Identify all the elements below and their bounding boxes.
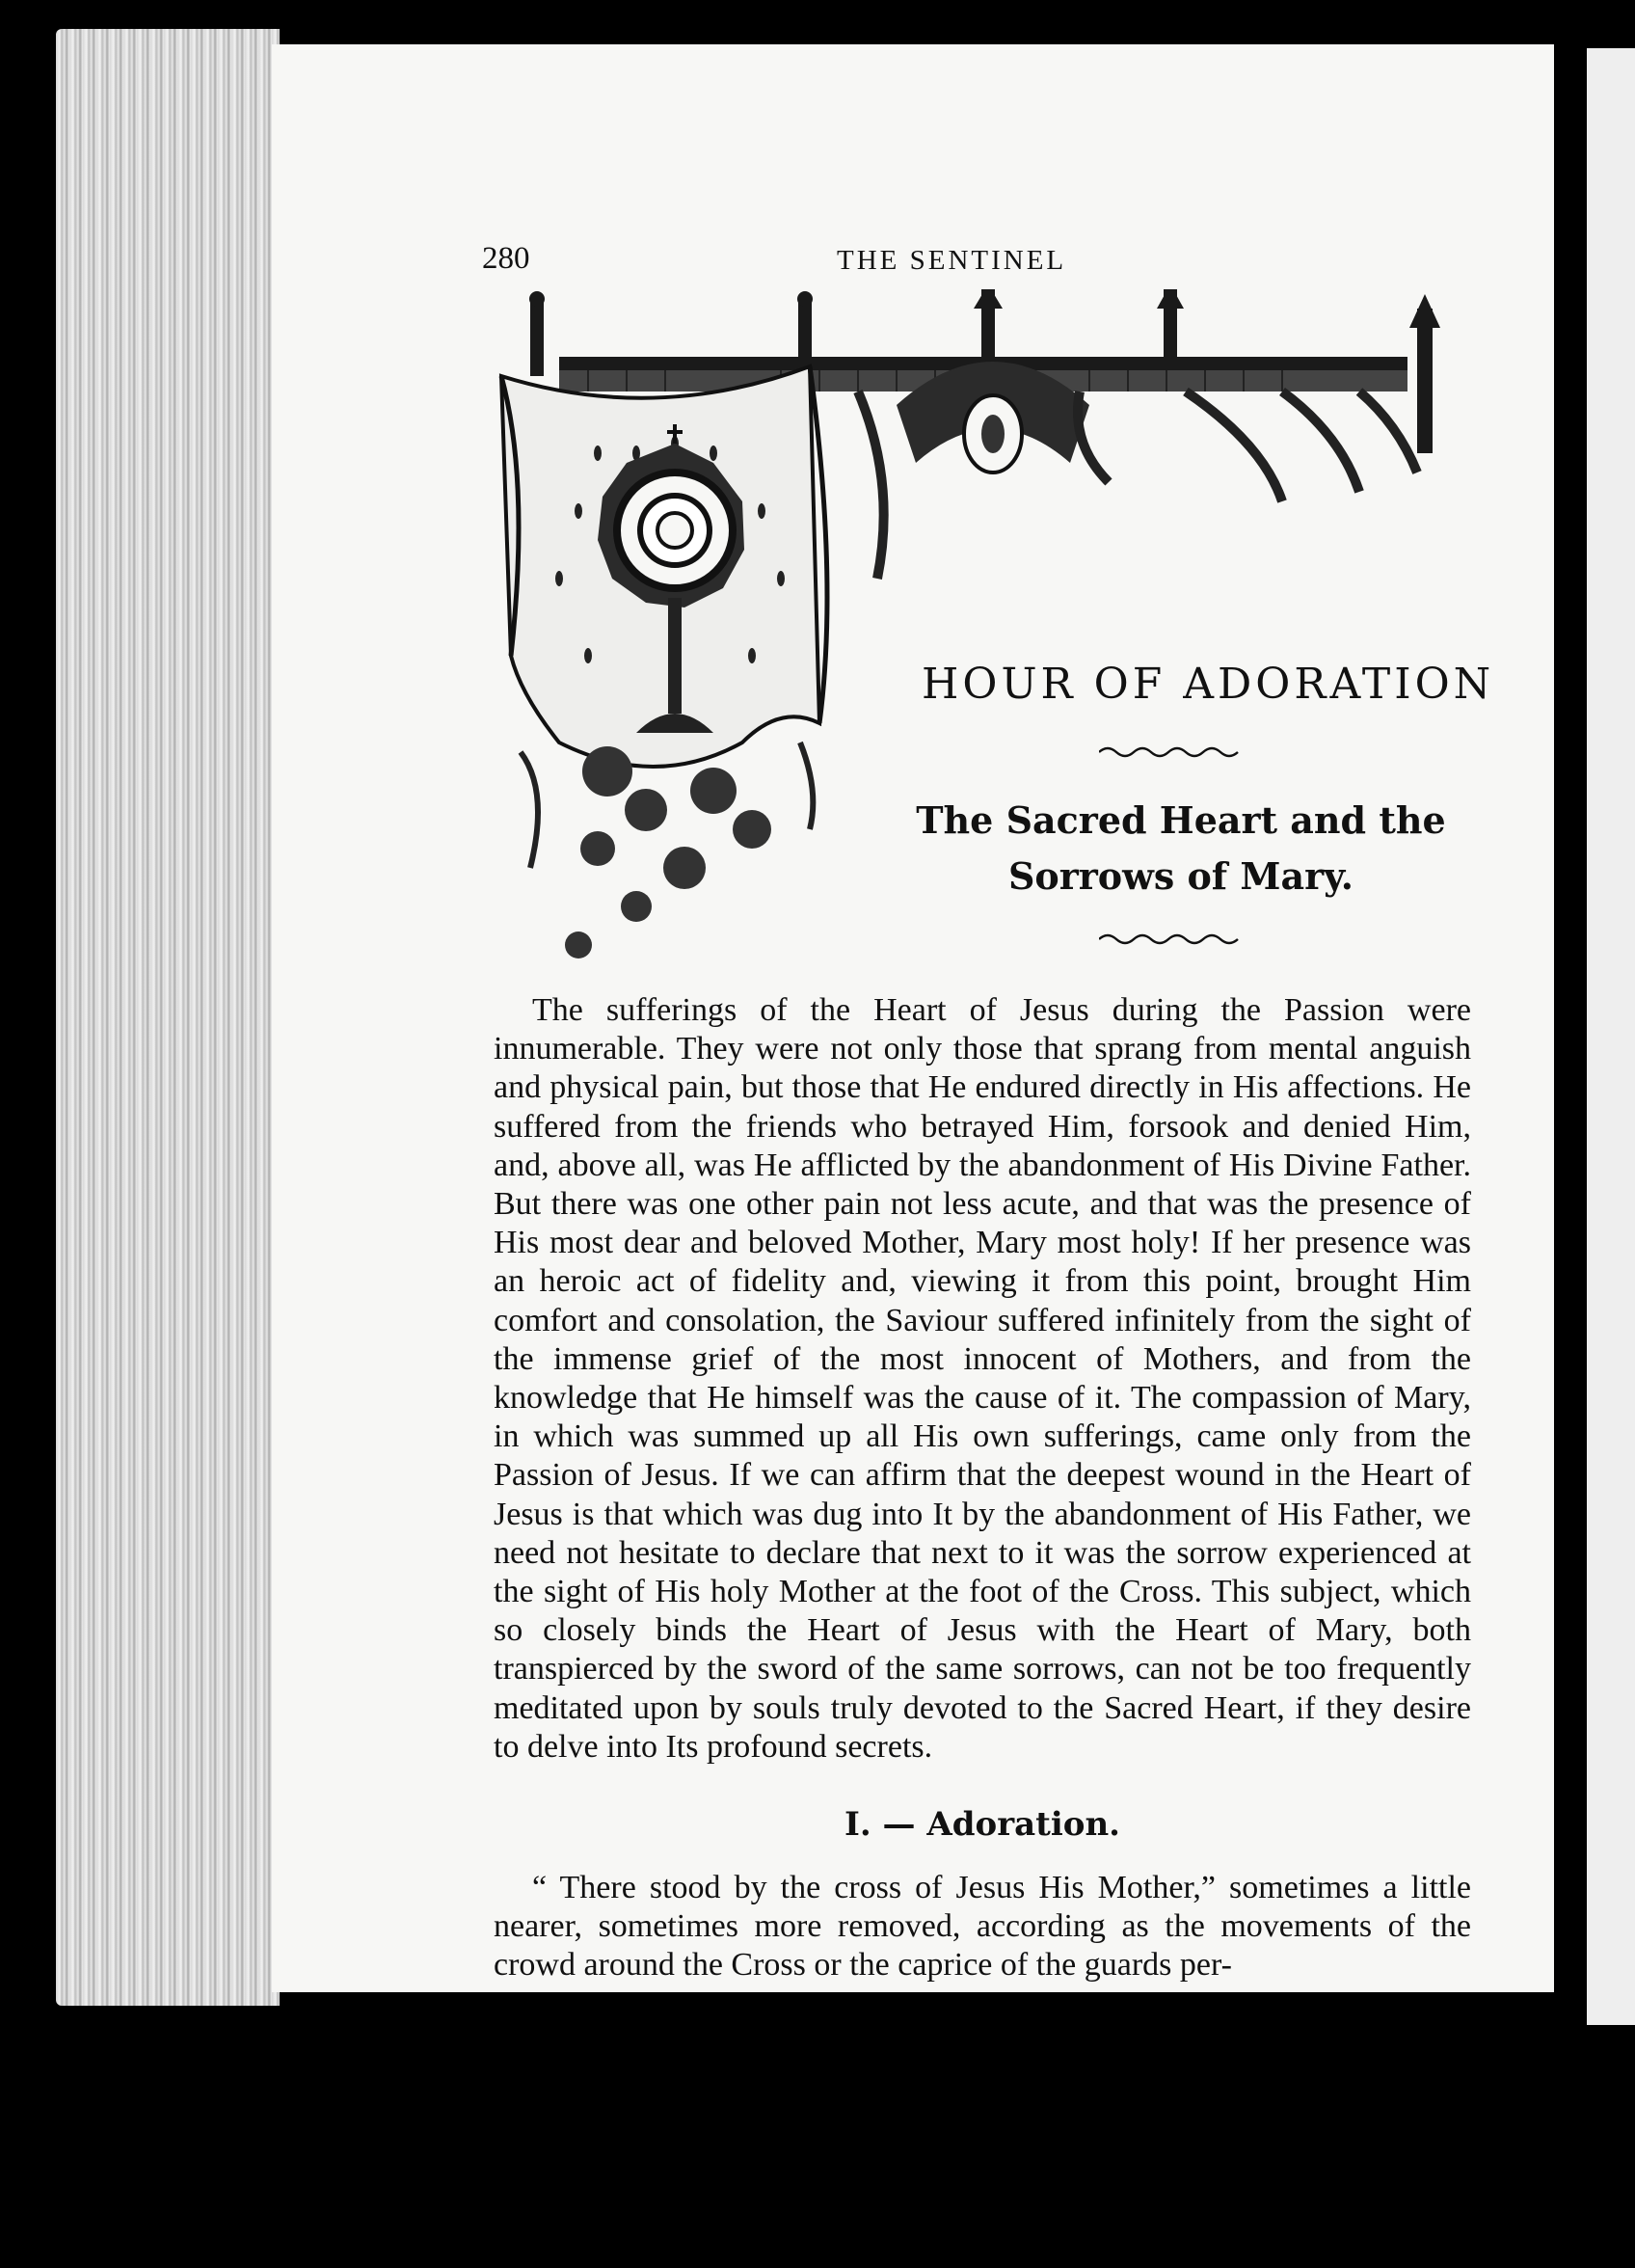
article-body: [494, 991, 1471, 1767]
paragraph: “ There stood by the cross of Jesus His Mother,” sometimes a little nearer, sometimes more removed, according as the movements of the crowd around the Cross or the caprice of the guards per-: [494, 1870, 1471, 1984]
article-subtitle: The Sacred Heart and the Sorrows of Mary.: [916, 798, 1446, 898]
page-number: 280: [482, 241, 530, 276]
running-title: THE SENTINEL: [837, 245, 1067, 276]
facing-page-edge: [1587, 48, 1635, 2025]
divider-squiggle-icon: [1099, 744, 1244, 760]
article-body-continued: [494, 1869, 1471, 1985]
section-heading: I. — Adoration.: [844, 1805, 1121, 1844]
article-title: HOUR OF ADORATION: [922, 660, 1495, 709]
running-head: [482, 241, 1456, 280]
book-page-edges: [56, 29, 280, 2006]
paragraph: The sufferings of the Heart of Jesus during the Passion were innumerable. They were not only those that sprang from mental anguish and physical pain, but those that He endured directly in His affections. He suffered from the friends who betrayed Him, forsook and denied Him, and, above all, was He afflicted by the abandonment of His Divine Father. But there was one other pain not less acute, and that was the presence of His most dear and beloved Mother, Mary most holy! If her presence was an heroic act of fidelity and, viewing it from this point, brought Him comfort and consolation, the Saviour suffered infinitely from the sight of the immense grief of the most innocent of Mothers, and from the knowledge that He himself was the cause of it. The compassion of Mary, in which was summed up all His own sufferings, came only from the Passion of Jesus. If we can affirm that the deepest wound in the Heart of Jesus is that which was dug into It by the abandonment of His Father, we need not hesitate to declare that next to it was the sorrow experienced at the sight of His holy Mother at the foot of the Cross. This subject, which so closely binds the Heart of Jesus with the Heart of Mary, both transpierced by the sword of the same sorrows, can not be too frequently meditated upon by souls truly devoted to the Sacred Heart, if they desire to delve into Its profound secrets.: [494, 992, 1471, 1765]
divider-squiggle-icon: [1099, 932, 1244, 947]
